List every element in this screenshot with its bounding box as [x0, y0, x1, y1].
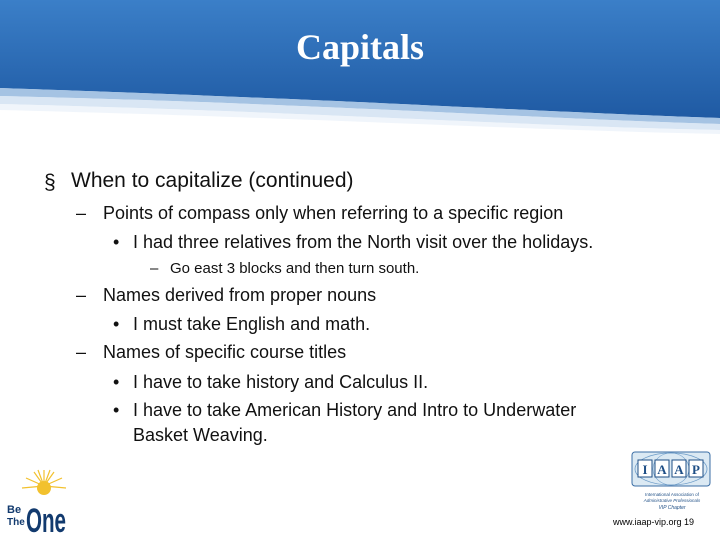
iaap-logo [630, 448, 714, 516]
svg-text:P: P [692, 462, 700, 477]
bullet-marker: – [150, 260, 159, 277]
svg-text:International Association of: International Association of [645, 492, 699, 497]
svg-text:A: A [674, 462, 684, 477]
bullet-marker: • [113, 314, 120, 334]
bullet-text: Go east 3 blocks and then turn south. [170, 260, 420, 277]
be-the-one-logo [6, 468, 68, 540]
logo-be-text: Be [7, 504, 22, 516]
svg-text:A: A [657, 462, 667, 477]
bullet-text: I have to take American History and Intro to Underwater [133, 400, 577, 420]
bullet-marker: – [76, 203, 87, 223]
bullet-text: Points of compass only when referring to a specific region [103, 203, 564, 223]
bullet-marker: • [113, 400, 120, 420]
bullet-text: Names of specific course titles [103, 342, 347, 362]
bullet-text: When to capitalize (continued) [71, 169, 354, 192]
bullet-text-continuation: Basket Weaving. [133, 425, 268, 445]
bullet-text: I have to take history and Calculus II. [133, 372, 429, 392]
logo-the-text: The [7, 517, 25, 528]
slide-title: Capitals [295, 27, 425, 67]
globe-icon [630, 448, 714, 516]
bullet-text: I must take English and math. [133, 314, 371, 334]
svg-text:VIP Chapter: VIP Chapter [658, 505, 686, 511]
bullet-marker: § [44, 171, 56, 194]
bullet-text: I had three relatives from the North visit over the holidays. [133, 232, 594, 252]
svg-text:I: I [642, 462, 648, 477]
bullet-marker: • [113, 372, 120, 392]
bullet-marker: • [113, 232, 120, 252]
logo-one-text: One [26, 502, 66, 540]
bullet-marker: – [76, 285, 87, 305]
bullet-text: Names derived from proper nouns [103, 285, 377, 305]
sun-icon [6, 468, 68, 540]
svg-text:Administrative Professionals: Administrative Professionals [643, 498, 701, 503]
footer-url-page-number: www.iaap-vip.org 19 [613, 517, 695, 527]
bullet-marker: – [76, 342, 87, 362]
